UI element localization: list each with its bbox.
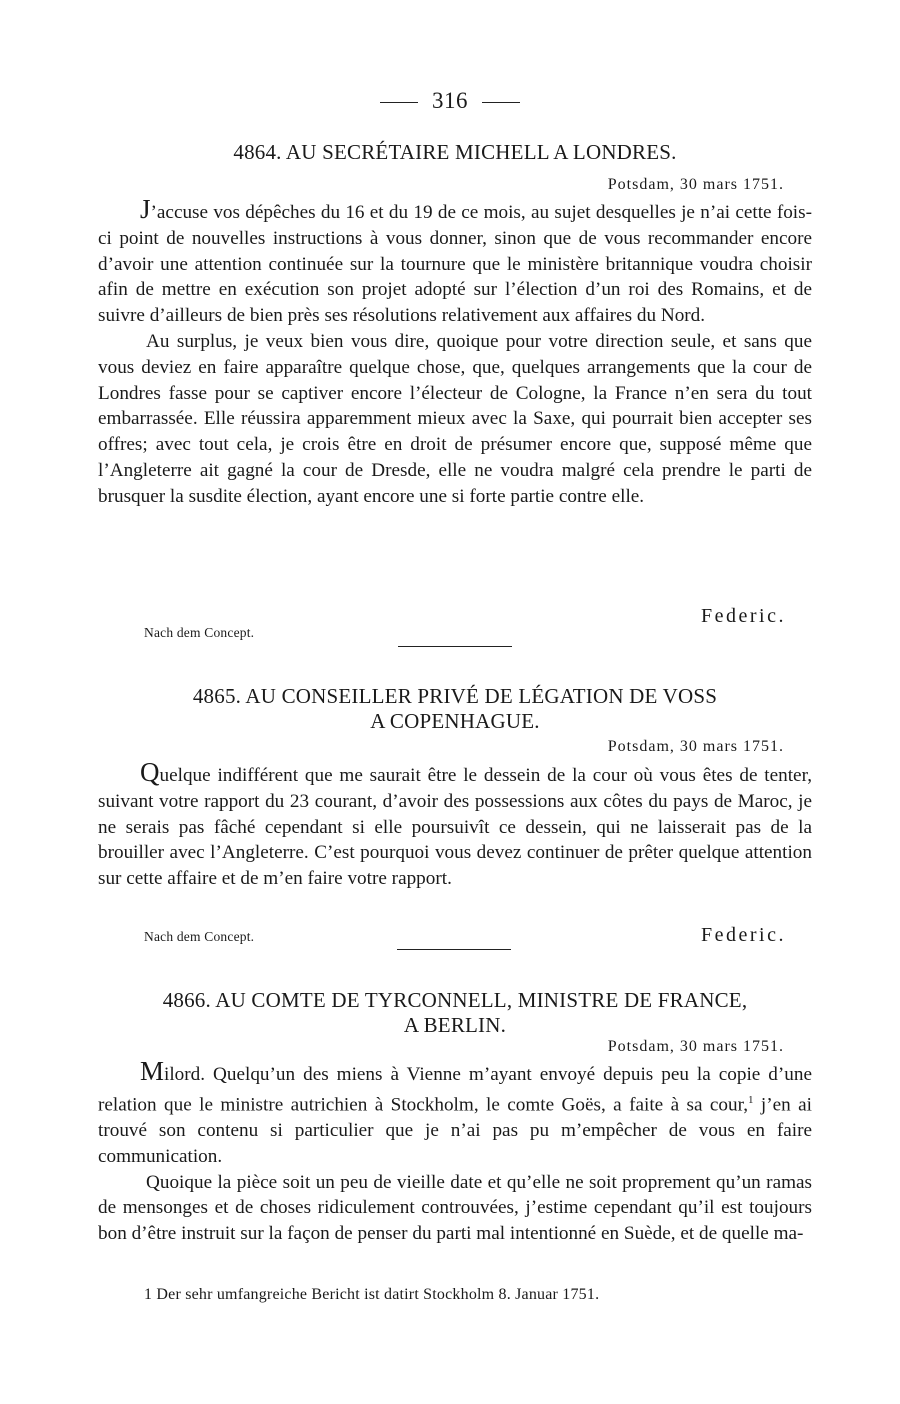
footnote-reference-mark: 1 [748, 1093, 754, 1106]
letter-4864-dateline: Potsdam, 30 mars 1751. [607, 176, 784, 193]
letter-4865-heading-line-1: 4865. AU CONSEILLER PRIVÉ DE LÉGATION DE VOSS [192, 684, 718, 708]
letter-4866-dateline: Potsdam, 30 mars 1751. [607, 1038, 784, 1055]
letter-4865-source-note: Nach dem Concept. [144, 929, 255, 944]
letter-4865-paragraph-1 [98, 757, 812, 892]
footnote [144, 1286, 599, 1304]
letter-4866-initial: M [140, 1056, 165, 1086]
letter-4866-paragraph-1 [98, 1056, 812, 1170]
section-divider [398, 646, 512, 647]
letter-4865-signature: Federic. [701, 924, 786, 946]
letter-4866-body [98, 1056, 812, 1247]
letter-4865-initial: Q [140, 757, 160, 787]
letter-4864-heading: 4864. AU SECRÉTAIRE MICHELL A LONDRES. [233, 140, 677, 164]
letter-4865-body [98, 757, 812, 892]
letter-4864-initial: J [140, 194, 151, 224]
page-number-line [0, 88, 900, 114]
letter-4864-paragraph-1-text: ’accuse vos dépêches du 16 et du 19 de ce mois, au sujet desquelles je n’ai cette fois-ci point de nouvelles instructions à vous donner, sinon que de vous recommander encore d’avoir une attention continuée sur la tournure que le ministère britannique voudra choisir afin de mettre en exécution son projet adopté sur l’élection d’un roi des Romains, et de suivre d’ailleurs de bien près ses résolutions relativement aux affaires du Nord. [98, 202, 812, 327]
letter-4865-paragraph-1-text: uelque indifférent que me saurait être le dessein de la cour où vous êtes de tenter, suivant votre rapport du 23 courant, d’avoir des possessions aux côtes du pays de Maroc, je ne serais pas fâché cependant si elle poursuivît ce dessein, qui ne laisserait pas de la brouiller avec l’Angleterre. C’est pourquoi vous devez continuer de prêter quelque attention sur cette affaire et de m’en faire votre rapport. [98, 765, 812, 890]
page-number-dash-right [482, 102, 520, 103]
footnote-text: Der sehr umfangreiche Bericht ist datirt Stockholm 8. Januar 1751. [156, 1286, 600, 1303]
letter-4864-paragraph-1 [98, 194, 812, 329]
letter-4864-body [98, 194, 812, 510]
page-number: 316 [432, 88, 468, 113]
letter-4866-heading-line-1: 4866. AU COMTE DE TYRCONNELL, MINISTRE DE FRANCE, [162, 988, 748, 1012]
letter-4865-heading-line-2: A COPENHAGUE. [370, 709, 540, 733]
letter-4866-paragraph-1-text-b: j’en ai trouvé son contenu si particulier que je n’ai pas pu m’empêcher de vous en faire communication. [98, 1094, 812, 1167]
page-number-dash-left [380, 102, 418, 103]
section-divider [397, 949, 511, 950]
letter-4864-signature: Federic. [701, 605, 786, 627]
letter-4865-dateline: Potsdam, 30 mars 1751. [607, 738, 784, 755]
letter-4866-paragraph-1-text-a: ilord. Quelqu’un des miens à Vienne m’ayant envoyé depuis peu la copie d’une relation que le ministre autrichien à Stockholm, le comte Goës, a faite à sa cour, [98, 1064, 812, 1116]
letter-4864-paragraph-2: Au surplus, je veux bien vous dire, quoique pour votre direction seule, et sans que vous deviez en faire apparaître quelque chose, que, quelques arrangements que la cour de Londres fasse pour se captiver encore l’électeur de Cologne, la France n’en sera du tout embarrassée. Elle réussira apparemment mieux avec la Saxe, qui pourrait bien accepter ses offres; avec tout cela, je crois être en droit de présumer encore que, supposé même que l’Angleterre ait gagné la cour de Dresde, elle ne voudra malgré cela prendre le parti de brusquer la susdite élection, ayant encore une si forte partie contre elle. [98, 330, 812, 507]
letter-4866-paragraph-2: Quoique la pièce soit un peu de vieille date et qu’elle ne soit proprement qu’un ramas de mensonges et de choses ridiculement controuvées, j’estime cependant qu’il est toujours bon d’être instruit sur la façon de penser du parti mal intentionné en Suède, et de quelle ma- [98, 1171, 812, 1245]
letter-4865-heading [100, 684, 810, 734]
letter-4866-heading [100, 988, 810, 1038]
letter-4866-heading-line-2: A BERLIN. [403, 1013, 507, 1037]
letter-4864-source-note: Nach dem Concept. [144, 625, 255, 640]
footnote-mark: 1 [144, 1286, 153, 1303]
